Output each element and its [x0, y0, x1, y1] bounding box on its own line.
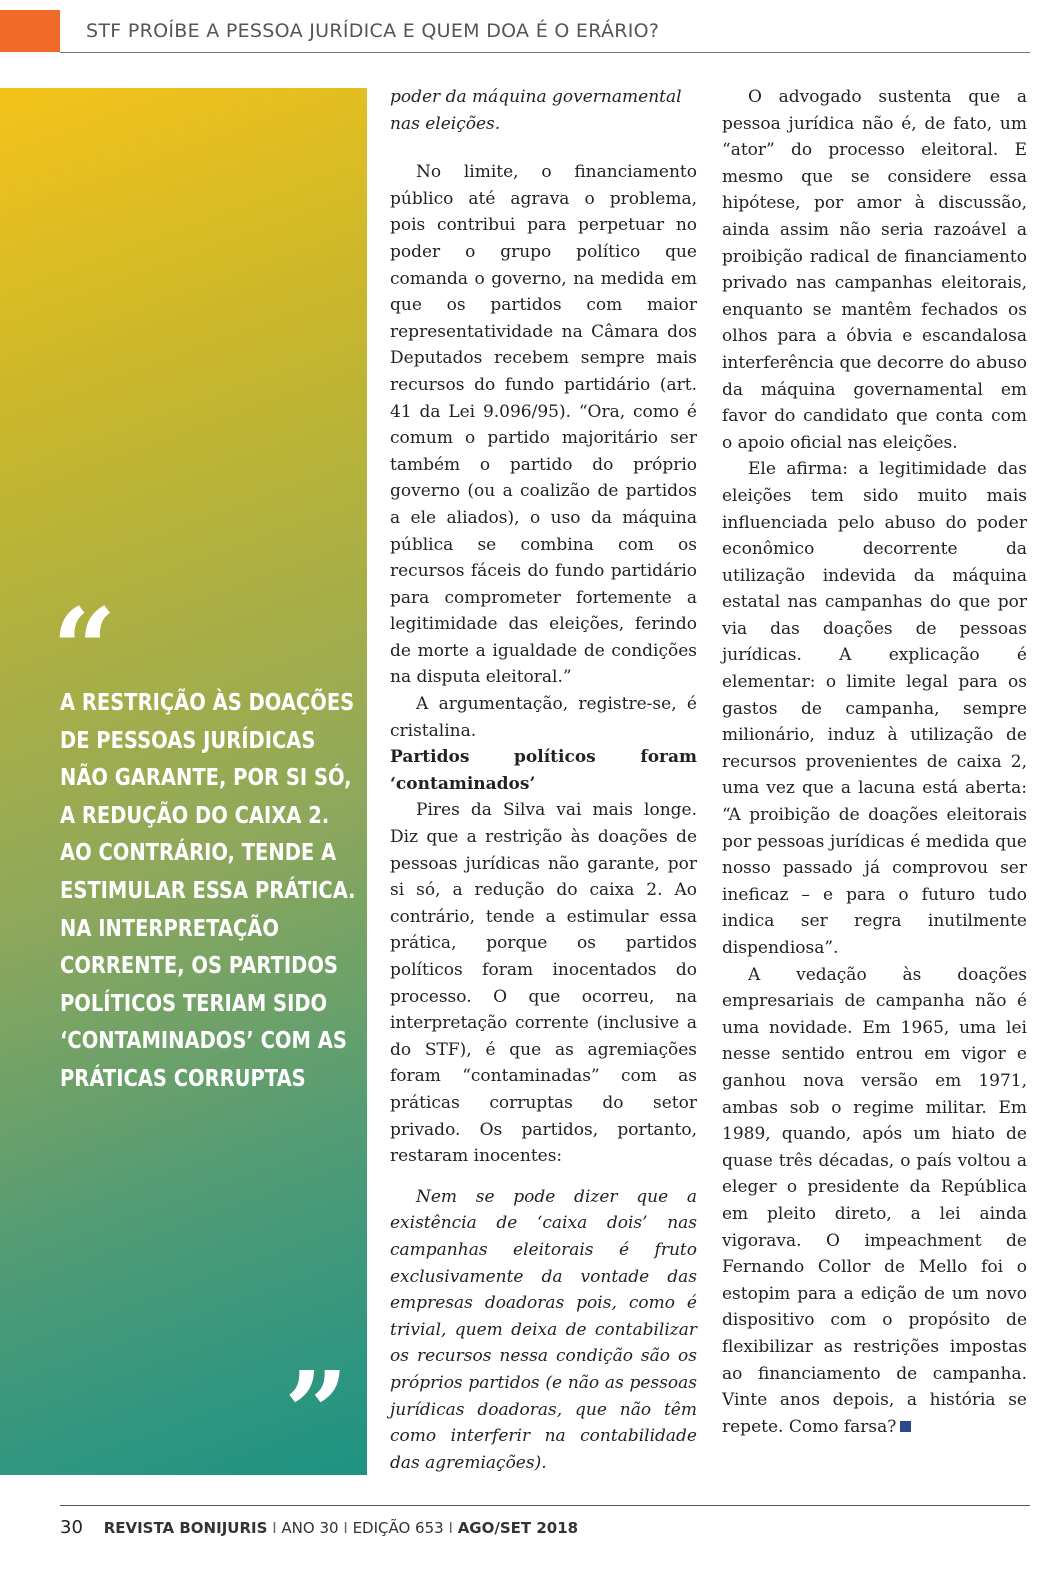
- pullquote-panel: [0, 88, 367, 1479]
- block-quote-bottom: [390, 1184, 697, 1477]
- paragraph-final: [722, 962, 1027, 1441]
- paragraph: Ele afirma: a legitimidade das eleições tem sido muito mais influenciada pelo abuso do poder econômico decorrente da utilização indevida da máquina estatal nas campanhas do que por via das doações de pessoas jurídicas. A explicação é elementar: o limite legal para os gastos de campanha, sempre milionário, induz à utilização de recursos provenientes de caixa 2, uma vez que a lacuna está aberta: “A proibição de doações eleitorais por pessoas jurídicas é medida que nosso passado já comprovou ser ineficaz – e para o futuro tudo indica ser regra inutilmente dispendiosa”.: [722, 459, 1027, 958]
- paragraph: O advogado sustenta que a pessoa jurídica não é, de fato, um “ator” do processo eleitoral. E mesmo que se considere essa hipótese, por amor à discussão, ainda assim não seria razoável a proibição radical de financiamento privado nas campanhas eleitorais, enquanto se mantêm fechados os olhos para a óbvia e escandalosa interferência que decorre do abuso da máquina governamental em favor do candidato que conta com o apoio oficial nas eleições.: [722, 87, 1027, 453]
- paragraph: Pires da Silva vai mais longe. Diz que a restrição às doações de pessoas jurídicas não garante, por si só, a redução do caixa 2. Ao contrário, tende a estimular essa prática, porque os partidos políticos foram inocentados do processo. O que ocorreu, na interpretação corrente (inclusive a do STF), é que as agremiações foram “contaminadas” com as práticas corruptas do setor privado. Os partidos, portanto, restaram inocentes:: [390, 800, 697, 1167]
- close-quote-icon: ”: [284, 1348, 349, 1479]
- block-quote-text: poder da máquina governamental nas eleições.: [390, 87, 682, 134]
- article-column-middle: [390, 84, 697, 1476]
- paragraph: A argumentação, registre-se, é cristalina.: [390, 694, 697, 741]
- paragraph-text: A vedação às doações empresariais de campanha não é uma novidade. Em 1965, uma lei nesse sentido entrou em vigor e ganhou nova versão em 1971, ambas sob o regime militar. Em 1989, quando, após um hiato de quase três décadas, o país voltou a eleger o presidente da República em pleito direto, a lei ainda vigorava. O impeachment de Fernando Collor de Mello foi o estopim para a edição de um novo dispositivo com o propósito de flexibilizar as restrições impostas ao financiamento de campanha. Vinte anos depois, a história se repete. Como farsa?: [722, 964, 1027, 1437]
- open-quote-icon: “: [52, 585, 117, 716]
- footer-separator: I: [448, 1519, 453, 1537]
- article-column-right: [722, 84, 1027, 1440]
- end-of-article-icon: [900, 1421, 911, 1432]
- block-quote-text: Nem se pode dizer que a existência de ‘caixa dois’ nas campanhas eleitorais é fruto exclusivamente da vontade das empresas doadoras pois, como é trivial, quem deixa de contabilizar os recursos nessa condição são os próprios partidos (e não as pessoas jurídicas doadoras, que não têm como interferir na contabilidade das agremiações).: [390, 1186, 697, 1473]
- subheading: Partidos políticos foram ‘contaminados’: [390, 747, 697, 794]
- block-quote-top: [390, 84, 697, 137]
- pullquote-text: A RESTRIÇÃO ÀS DOAÇÕES DE PESSOAS JURÍDICAS NÃO GARANTE, POR SI SÓ, A REDUÇÃO DO CAIXA 2. AO CONTRÁRIO, TENDE A ESTIMULAR ESSA PRÁTICA. NA INTERPRETAÇÃO CORRENTE, OS PARTIDOS POLÍTICOS TERIAM SIDO ‘CONTAMINADOS’ COM AS PRÁTICAS CORRUPTAS: [60, 688, 356, 1092]
- header-divider: [60, 52, 1030, 53]
- footer-separator: I: [272, 1519, 277, 1537]
- paragraph: No limite, o financiamento público até agrava o problema, pois contribui para perpetuar no poder o grupo político que comanda o governo, na medida em que os partidos com maior representatividade na Câmara dos Deputados recebem sempre mais recursos do fundo partidário (art. 41 da Lei 9.096/95). “Ora, como é comum o partido majoritário ser também o partido do próprio governo (ou a coalizão de partidos a ele aliados), o uso da máquina pública se combina com os recursos fáceis do fundo partidário para comprometer fortemente a legitimidade das eleições, ferindo de morte a igualdade de condições na disputa eleitoral.”: [390, 162, 697, 688]
- footer-separator: I: [343, 1519, 348, 1537]
- footer-date: AGO/SET 2018: [457, 1519, 579, 1537]
- magazine-name: REVISTA BONIJURIS: [103, 1519, 268, 1537]
- footer-year: ANO 30: [281, 1519, 339, 1537]
- section-color-tab: [0, 10, 60, 52]
- footer-divider: [60, 1505, 1030, 1506]
- page-footer: [60, 1517, 578, 1538]
- footer-edition: EDIÇÃO 653: [352, 1519, 444, 1537]
- running-header: STF PROÍBE A PESSOA JURÍDICA E QUEM DOA É O ERÁRIO?: [86, 20, 660, 42]
- page-number: 30: [60, 1517, 83, 1538]
